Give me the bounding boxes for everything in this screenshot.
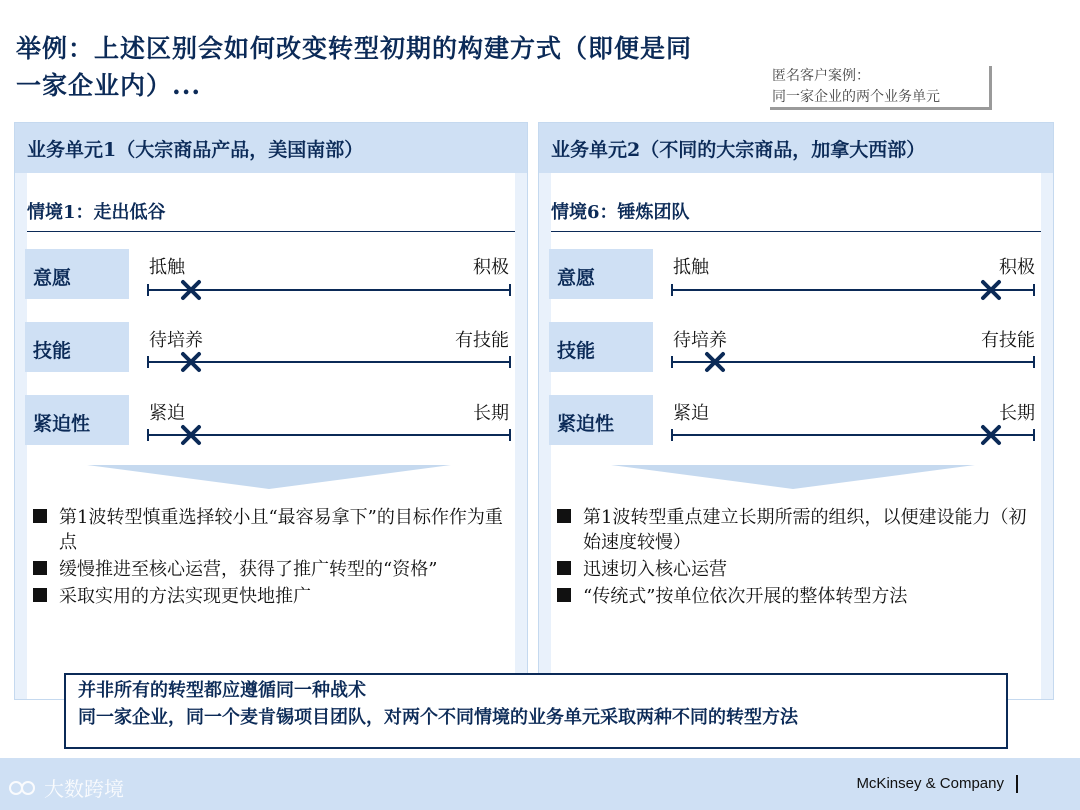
bullet-square-icon bbox=[557, 588, 571, 602]
list-item: 缓慢推进至核心运营，获得了推广转型的“资格” bbox=[33, 557, 507, 582]
callout-line-1: 并非所有的转型都应遵循同一种战术 bbox=[78, 680, 366, 701]
callout-line-2: 同一家企业，同一个麦肯锡项目团队，对两个不同情境的业务单元采取两种不同的转型方法 bbox=[78, 707, 798, 728]
scale-tick-end bbox=[509, 356, 511, 368]
situation-label: 情境6：锤炼团队 bbox=[551, 202, 690, 223]
bullet-square-icon bbox=[33, 561, 47, 575]
business-unit-2-panel bbox=[538, 122, 1054, 700]
footer-divider bbox=[1016, 775, 1018, 793]
page-title-line-1: 举例：上述区别会如何改变转型初期的构建方式（即便是同 bbox=[16, 34, 693, 63]
bullet-square-icon bbox=[557, 509, 571, 523]
scale-right-label: 积极 bbox=[999, 257, 1035, 278]
scale-tick-end bbox=[1033, 429, 1035, 441]
scale-tick-end bbox=[1033, 284, 1035, 296]
scale-tick-start bbox=[147, 284, 149, 296]
position-marker-icon bbox=[179, 350, 203, 374]
down-arrow-icon bbox=[611, 465, 975, 489]
scale-tick-start bbox=[147, 429, 149, 441]
situation-label: 情境1：走出低谷 bbox=[27, 202, 166, 223]
position-marker-icon bbox=[179, 278, 203, 302]
scale-tick-end bbox=[509, 429, 511, 441]
panel-header: 业务单元2（不同的大宗商品，加拿大西部） bbox=[539, 123, 1053, 173]
dimension-label-skills: 技能 bbox=[25, 322, 129, 372]
list-item: 迅速切入核心运营 bbox=[557, 557, 1031, 582]
situation-divider bbox=[551, 231, 1041, 232]
down-arrow-icon bbox=[87, 465, 451, 489]
scale-right-label: 有技能 bbox=[981, 330, 1035, 351]
position-marker-icon bbox=[979, 423, 1003, 447]
scale-left-label: 紧迫 bbox=[149, 403, 185, 424]
company-name: McKinsey & Company bbox=[856, 775, 1004, 792]
list-item: 采取实用的方法实现更快地推广 bbox=[33, 584, 507, 609]
case-tag-line-1: 匿名客户案例： bbox=[772, 68, 870, 84]
list-item: 第1波转型慎重选择较小且“最容易拿下”的目标作作为重点 bbox=[33, 505, 507, 555]
dimension-label-skills: 技能 bbox=[549, 322, 653, 372]
case-tag bbox=[770, 66, 992, 110]
scale-left-label: 紧迫 bbox=[673, 403, 709, 424]
dimension-label-willingness: 意愿 bbox=[25, 249, 129, 299]
scale-left-label: 抵触 bbox=[149, 257, 185, 278]
scale-left-label: 抵触 bbox=[673, 257, 709, 278]
dimension-label-urgency: 紧迫性 bbox=[25, 395, 129, 445]
scale-tick-end bbox=[509, 284, 511, 296]
dimension-label-willingness: 意愿 bbox=[549, 249, 653, 299]
situation-divider bbox=[27, 231, 515, 232]
scale-right-label: 长期 bbox=[473, 403, 509, 424]
scale-tick-start bbox=[671, 356, 673, 368]
business-unit-1-panel bbox=[14, 122, 528, 700]
list-item: “传统式”按单位依次开展的整体转型方法 bbox=[557, 584, 1031, 609]
case-tag-line-2: 同一家企业的两个业务单元 bbox=[772, 89, 940, 105]
watermark-logo-icon bbox=[8, 777, 38, 799]
approach-bullets bbox=[33, 505, 507, 611]
key-takeaway-callout bbox=[64, 673, 1008, 749]
bullet-square-icon bbox=[33, 588, 47, 602]
page-title bbox=[16, 30, 816, 104]
scale-left-label: 待培养 bbox=[673, 330, 727, 351]
position-marker-icon bbox=[979, 278, 1003, 302]
page-title-line-2: 一家企业内）... bbox=[16, 71, 202, 100]
bullet-square-icon bbox=[557, 561, 571, 575]
scale-right-label: 有技能 bbox=[455, 330, 509, 351]
scale-tick-end bbox=[1033, 356, 1035, 368]
approach-bullets bbox=[557, 505, 1031, 611]
scale-right-label: 长期 bbox=[999, 403, 1035, 424]
bullet-square-icon bbox=[33, 509, 47, 523]
position-marker-icon bbox=[703, 350, 727, 374]
panel-header: 业务单元1（大宗商品产品，美国南部） bbox=[15, 123, 527, 173]
scale-tick-start bbox=[671, 284, 673, 296]
scale-right-label: 积极 bbox=[473, 257, 509, 278]
scale-tick-start bbox=[147, 356, 149, 368]
scale-left-label: 待培养 bbox=[149, 330, 203, 351]
watermark-text: 大数跨境 bbox=[44, 777, 124, 801]
scale-tick-start bbox=[671, 429, 673, 441]
list-item: 第1波转型重点建立长期所需的组织，以便建设能力（初始速度较慢） bbox=[557, 505, 1031, 555]
position-marker-icon bbox=[179, 423, 203, 447]
dimension-label-urgency: 紧迫性 bbox=[549, 395, 653, 445]
watermark bbox=[8, 773, 124, 802]
footer-bar bbox=[0, 758, 1080, 810]
